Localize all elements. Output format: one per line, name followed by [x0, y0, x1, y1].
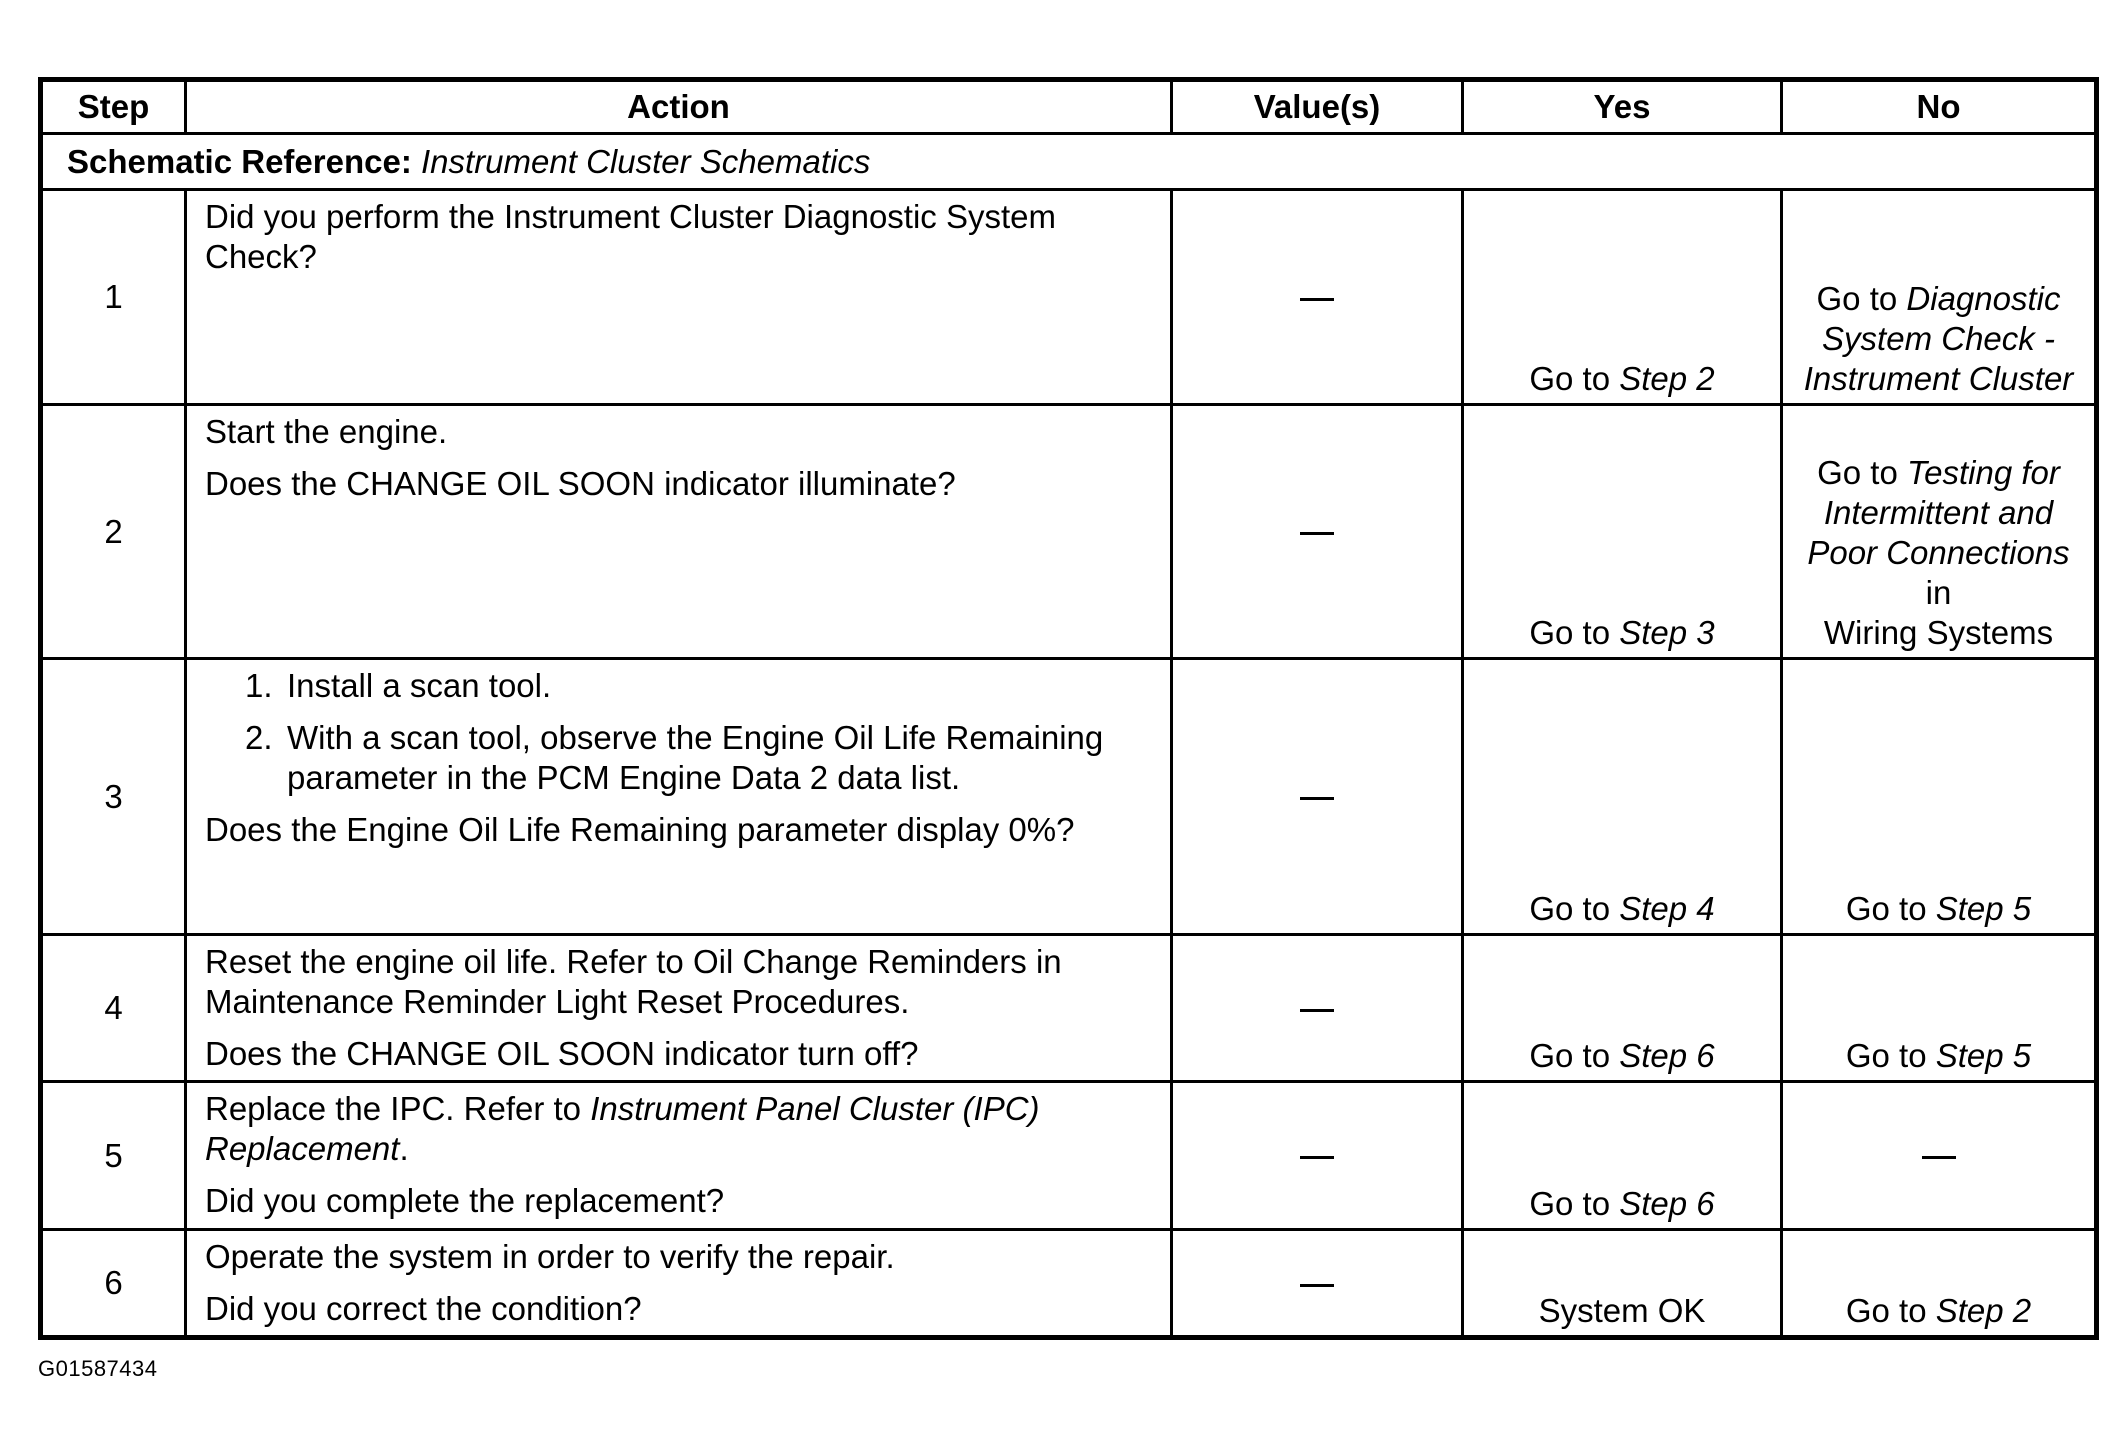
no-cell [1782, 659, 2097, 935]
table-row [41, 659, 2097, 935]
yes-cell [1463, 935, 1782, 1082]
action-text: Start the engine. [205, 413, 448, 450]
header-yes: Yes [1463, 80, 1782, 134]
no-dash [1922, 1156, 1956, 1159]
yes-target: Step 3 [1619, 614, 1715, 651]
step-number: 5 [41, 1082, 186, 1230]
yes-target: Step 4 [1619, 890, 1715, 927]
yes-cell [1463, 405, 1782, 659]
no-suffix: Wiring Systems [1823, 614, 2054, 651]
action-question: Does the Engine Oil Life Remaining parameter display 0%? [205, 811, 1075, 848]
yes-text: System OK [1538, 1292, 1706, 1329]
no-cell [1782, 190, 2097, 405]
yes-cell [1463, 1082, 1782, 1230]
no-cell [1782, 1082, 2097, 1230]
action-text [205, 942, 1150, 1022]
yes-cell [1463, 190, 1782, 405]
table-row [41, 1082, 2097, 1230]
action-cell [186, 1082, 1172, 1230]
value-cell [1172, 190, 1463, 405]
step-number: 2 [41, 405, 186, 659]
no-prefix: Go to [1817, 454, 1898, 491]
action-text: Did you perform the Instrument Cluster Diagnostic System Check? [205, 198, 1056, 275]
no-cell [1782, 1230, 2097, 1338]
action-cell [186, 405, 1172, 659]
value-cell [1172, 659, 1463, 935]
yes-target: Step 6 [1619, 1037, 1715, 1074]
table-row [41, 190, 2097, 405]
no-target: Testing for Intermittent and Poor Connections [1807, 454, 2070, 571]
action-lead-rest: Refer to Oil Change Reminders in Maintenance Reminder Light Reset Procedures. [205, 943, 1062, 1020]
action-question: Did you complete the replacement? [205, 1182, 725, 1219]
yes-cell [1463, 659, 1782, 935]
action-cell [186, 659, 1172, 935]
value-dash [1300, 797, 1334, 800]
value-dash [1300, 1009, 1334, 1012]
no-target: Step 2 [1935, 1292, 2032, 1329]
table-row [41, 1230, 2097, 1338]
action-text [205, 1089, 1150, 1169]
action-list-text: Install a scan tool. [287, 667, 552, 704]
action-list-item [245, 666, 1150, 706]
yes-prefix: Go to [1529, 1037, 1611, 1074]
header-row [41, 80, 2097, 134]
step-number: 6 [41, 1230, 186, 1338]
header-no: No [1782, 80, 2097, 134]
action-list-item [245, 718, 1150, 798]
table-row [41, 935, 2097, 1082]
no-cell [1782, 405, 2097, 659]
no-cell [1782, 935, 2097, 1082]
yes-prefix: Go to [1529, 890, 1611, 927]
action-lead: Reset the engine oil life. [205, 943, 558, 980]
action-cell [186, 1230, 1172, 1338]
action-cell [186, 190, 1172, 405]
figure-id: G01587434 [38, 1356, 158, 1381]
value-dash [1300, 1156, 1334, 1159]
no-prefix: Go to [1816, 280, 1898, 317]
diagnostic-table [38, 77, 2099, 1340]
yes-target: Step 2 [1619, 360, 1715, 397]
value-dash [1300, 298, 1334, 301]
action-lead: Replace the IPC. Refer to [205, 1090, 591, 1127]
header-values: Value(s) [1172, 80, 1463, 134]
value-cell [1172, 935, 1463, 1082]
value-cell [1172, 1082, 1463, 1230]
no-prefix: Go to [1845, 1037, 1927, 1074]
action-list [205, 666, 1150, 798]
yes-target: Step 6 [1619, 1185, 1715, 1222]
schematic-reference [41, 134, 2097, 190]
action-lead-italic: Instrument Panel Cluster (IPC) Replacement [205, 1090, 1040, 1167]
step-number: 1 [41, 190, 186, 405]
no-target: Step 5 [1935, 1037, 2032, 1074]
action-lead-end: . [399, 1130, 409, 1167]
no-target: Diagnostic System Check - Instrument Cluster [1803, 280, 2074, 397]
yes-cell [1463, 1230, 1782, 1338]
no-prefix: Go to [1845, 1292, 1927, 1329]
no-target: Step 5 [1935, 890, 2032, 927]
yes-prefix: Go to [1529, 614, 1611, 651]
action-question: Did you correct the condition? [205, 1290, 642, 1327]
value-cell [1172, 405, 1463, 659]
action-text: Operate the system in order to verify the repair. [205, 1238, 895, 1275]
yes-prefix: Go to [1529, 1185, 1611, 1222]
table-row [41, 405, 2097, 659]
value-cell [1172, 1230, 1463, 1338]
step-number: 4 [41, 935, 186, 1082]
schematic-reference-value: Instrument Cluster Schematics [421, 142, 871, 180]
action-question: Does the CHANGE OIL SOON indicator turn off? [205, 1035, 919, 1072]
yes-prefix: Go to [1529, 360, 1611, 397]
action-list-text: With a scan tool, observe the Engine Oil Life Remaining parameter in the PCM Engine Data 2 data list. [287, 719, 1104, 796]
step-number: 3 [41, 659, 186, 935]
no-prefix: Go to [1845, 890, 1927, 927]
value-dash [1300, 532, 1334, 535]
action-cell [186, 935, 1172, 1082]
no-mid: in [1925, 574, 1952, 611]
header-step: Step [41, 80, 186, 134]
header-action: Action [186, 80, 1172, 134]
action-list-number: 1. [245, 667, 273, 704]
schematic-reference-label: Schematic Reference: [67, 142, 412, 180]
value-dash [1300, 1284, 1334, 1287]
action-question: Does the CHANGE OIL SOON indicator illuminate? [205, 465, 956, 502]
action-list-number: 2. [245, 719, 273, 756]
schematic-reference-row [41, 134, 2097, 190]
